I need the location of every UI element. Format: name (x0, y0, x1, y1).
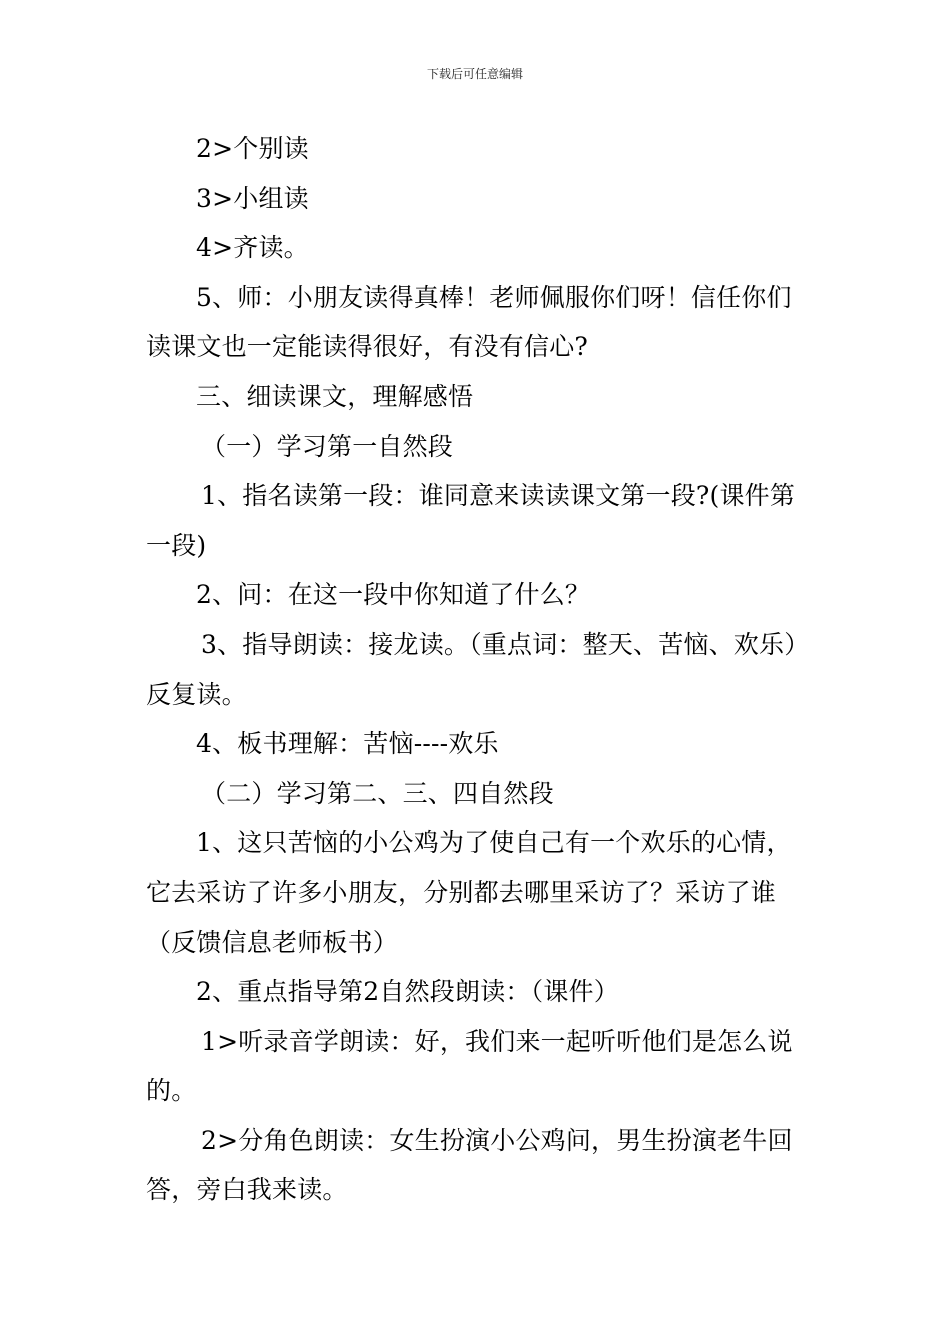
paragraph: 3、指导朗读：接龙读。（重点词：整天、苦恼、欢乐）反复读。 (146, 629, 810, 709)
subsection-heading: （二）学习第二、三、四自然段 (201, 778, 554, 808)
paragraph: 2、问：在这一段中你知道了什么？ (196, 580, 591, 610)
subsection-heading: （一）学习第一自然段 (201, 431, 454, 461)
paragraph: 3>小组读 (196, 183, 309, 213)
paragraph: 1、这只苦恼的小公鸡为了使自己有一个欢乐的心情，它去采访了许多小朋友，分别都去哪里采访了？采访了谁（反馈信息老师板书） (146, 828, 792, 957)
document-body (146, 124, 810, 1215)
paragraph: 2>个别读 (196, 134, 309, 163)
paragraph: 1>听录音学朗读：好，我们来一起听听他们是怎么说的。 (146, 1026, 793, 1106)
section-heading: 三、细读课文，理解感悟 (196, 381, 474, 411)
paragraph: 2、重点指导第2自然段朗读：（课件） (196, 977, 619, 1007)
paragraph: 4、板书理解：苦恼----欢乐 (196, 729, 499, 759)
page-header: 下载后可任意编辑 (426, 67, 523, 81)
paragraph: 4>齐读。 (196, 233, 309, 263)
paragraph: 2>分角色朗读：女生扮演小公鸡问，男生扮演老牛回答，旁白我来读。 (146, 1125, 793, 1205)
paragraph: 5、师：小朋友读得真棒！老师佩服你们呀！信任你们读课文也一定能读得很好，有没有信心? (146, 282, 792, 362)
paragraph: 1、指名读第一段：谁同意来读读课文第一段?(课件第一段) (146, 481, 796, 560)
